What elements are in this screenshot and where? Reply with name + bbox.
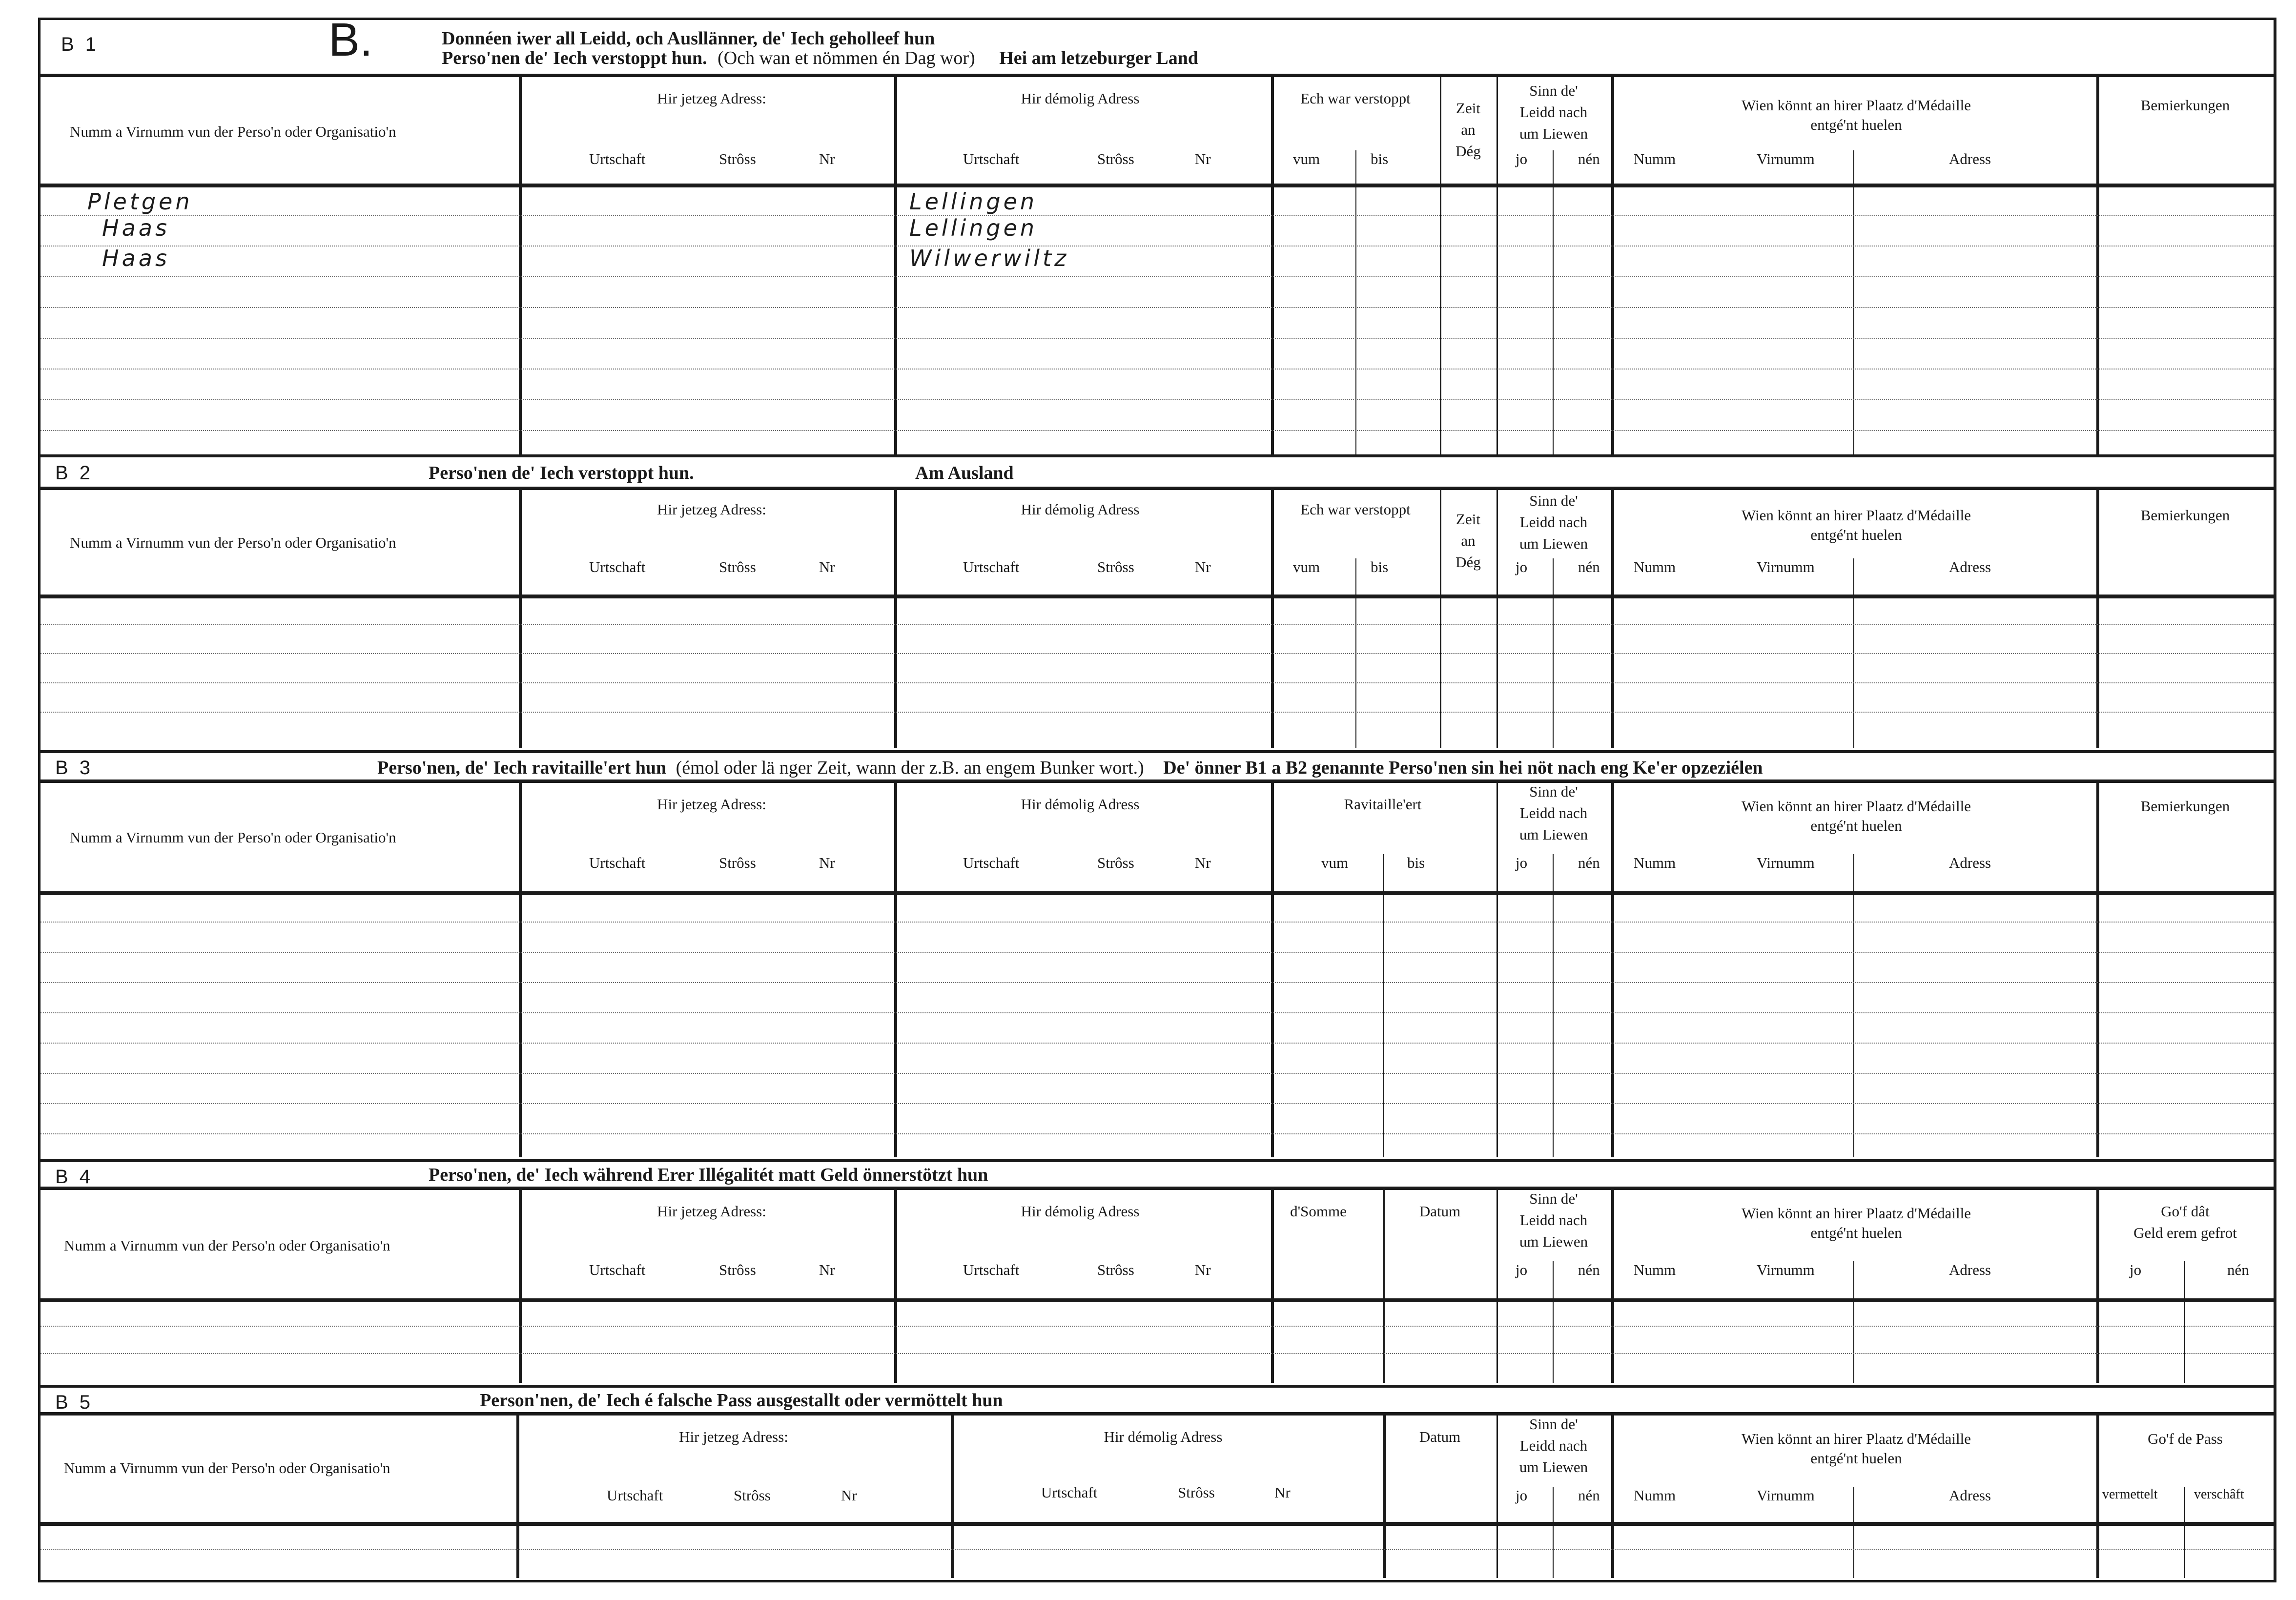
b4-former-place-header: Urtschaft bbox=[963, 1261, 1020, 1278]
b5-pass-issued-header: verschâft bbox=[2194, 1487, 2244, 1502]
b3-current-address-header: Hir jetzeg Adress: bbox=[657, 796, 766, 813]
section-b4-title: Perso'nen, de' Iech während Erer Illégalitét matt Geld önnerstötzt hun bbox=[429, 1165, 988, 1185]
b3-lives-no-header: nén bbox=[1578, 854, 1600, 871]
section-b4-header bbox=[41, 1190, 2274, 1302]
b1-former-address-header: Hir démolig Adress bbox=[1021, 90, 1140, 107]
b1-hidden-to-header: bis bbox=[1371, 150, 1389, 167]
b3-former-street-header: Strôss bbox=[1097, 854, 1134, 871]
section-b3-code: B 3 bbox=[55, 757, 94, 779]
section-b1-title-place: Hei am letzeburger Land bbox=[999, 48, 1198, 68]
b4-date-header: Datum bbox=[1419, 1203, 1461, 1220]
b1-firstname-header: Virnumm bbox=[1757, 150, 1815, 167]
b3-medal-header-1: Wien könnt an hirer Plaatz d'Médaille bbox=[1741, 798, 1971, 815]
b2-hidden-from-header: vum bbox=[1293, 558, 1320, 575]
b5-former-street-header: Strôss bbox=[1178, 1484, 1215, 1501]
section-b2-body bbox=[41, 595, 2274, 748]
section-b3-title-bar bbox=[41, 753, 2274, 783]
section-b1-title-hidden: Perso'nen de' Iech verstoppt hun. bbox=[442, 48, 707, 68]
b4-medal-header-2: entgé'nt huelen bbox=[1810, 1224, 1902, 1241]
b1-surname-header: Numm bbox=[1634, 150, 1676, 167]
b4-current-address-header: Hir jetzeg Adress: bbox=[657, 1203, 766, 1220]
b1-remarks-header: Bemierkungen bbox=[2140, 97, 2230, 114]
b2-name-header: Numm a Virnumm vun der Perso'n oder Organisatio'n bbox=[70, 534, 396, 551]
section-b1-title-line1: Donnéen iwer all Leidd, och Ausllänner, de' Iech geholleef hun bbox=[442, 28, 935, 49]
b1-lives-header-1: Sinn de' bbox=[1529, 82, 1578, 99]
b1-address-header: Adress bbox=[1949, 150, 1991, 167]
b3-name-header: Numm a Virnumm vun der Perso'n oder Organisatio'n bbox=[70, 829, 396, 846]
b3-lives-header-1: Sinn de' bbox=[1529, 783, 1578, 800]
b1-medal-header-2: entgé'nt huelen bbox=[1810, 116, 1902, 133]
section-b5 bbox=[41, 1388, 2274, 1580]
b4-money-yes-header: jo bbox=[2130, 1261, 2142, 1278]
b4-lives-header-2: Leidd nach bbox=[1519, 1211, 1588, 1229]
b5-date-header: Datum bbox=[1419, 1428, 1461, 1445]
b1-entry-2-name: Haas bbox=[102, 215, 170, 241]
b3-former-address-header: Hir démolig Adress bbox=[1021, 796, 1140, 813]
b5-lives-header-2: Leidd nach bbox=[1519, 1437, 1588, 1454]
b5-current-nr-header: Nr bbox=[841, 1487, 857, 1504]
b1-hidden-from-header: vum bbox=[1293, 150, 1320, 167]
b2-lives-yes-header: jo bbox=[1516, 558, 1528, 575]
b4-current-place-header: Urtschaft bbox=[589, 1261, 646, 1278]
section-b5-code: B 5 bbox=[55, 1392, 94, 1413]
b2-lives-header-3: um Liewen bbox=[1519, 535, 1588, 552]
b5-former-nr-header: Nr bbox=[1274, 1484, 1291, 1501]
b5-current-address-header: Hir jetzeg Adress: bbox=[679, 1428, 788, 1445]
b4-lives-no-header: nén bbox=[1578, 1261, 1600, 1278]
b2-former-place-header: Urtschaft bbox=[963, 558, 1020, 575]
b5-pass-arranged-header: vermettelt bbox=[2102, 1487, 2158, 1502]
b4-lives-yes-header: jo bbox=[1516, 1261, 1528, 1278]
b3-former-place-header: Urtschaft bbox=[963, 854, 1020, 871]
b4-money-header-2: Geld erem gefrot bbox=[2133, 1224, 2237, 1241]
section-b3-header bbox=[41, 783, 2274, 895]
b5-firstname-header: Virnumm bbox=[1757, 1487, 1815, 1504]
section-b2 bbox=[41, 457, 2274, 750]
b2-current-street-header: Strôss bbox=[719, 558, 756, 575]
b1-former-street-header: Strôss bbox=[1097, 150, 1134, 167]
b3-current-place-header: Urtschaft bbox=[589, 854, 646, 871]
section-b5-body bbox=[41, 1522, 2274, 1578]
b5-medal-header-1: Wien könnt an hirer Plaatz d'Médaille bbox=[1741, 1430, 1971, 1447]
b1-current-place-header: Urtschaft bbox=[589, 150, 646, 167]
form-sheet bbox=[38, 14, 2276, 1582]
b4-firstname-header: Virnumm bbox=[1757, 1261, 1815, 1278]
b1-lives-header-3: um Liewen bbox=[1519, 125, 1588, 142]
section-b1-title-bar bbox=[41, 14, 2274, 77]
b4-lives-header-1: Sinn de' bbox=[1529, 1190, 1578, 1207]
section-b3-body bbox=[41, 891, 2274, 1157]
b1-entry-1-former-place: Lellingen bbox=[909, 188, 1038, 215]
b3-lives-yes-header: jo bbox=[1516, 854, 1528, 871]
b2-current-nr-header: Nr bbox=[819, 558, 835, 575]
b1-days-header-1: Zeit bbox=[1456, 100, 1480, 117]
section-b2-title-abroad: Am Ausland bbox=[915, 463, 1014, 483]
b4-money-no-header: nén bbox=[2227, 1261, 2249, 1278]
section-b3 bbox=[41, 753, 2274, 1159]
b3-lives-header-2: Leidd nach bbox=[1519, 804, 1588, 821]
b1-lives-yes-header: jo bbox=[1516, 150, 1528, 167]
b2-current-address-header: Hir jetzeg Adress: bbox=[657, 501, 766, 518]
b1-current-street-header: Strôss bbox=[719, 150, 756, 167]
section-b2-title-hidden: Perso'nen de' Iech verstoppt hun. bbox=[429, 463, 694, 483]
section-b3-title bbox=[377, 757, 1763, 779]
b3-supplied-to-header: bis bbox=[1407, 854, 1425, 871]
b1-entry-3-former-place: Wilwerwiltz bbox=[909, 245, 1069, 271]
b4-former-street-header: Strôss bbox=[1097, 1261, 1134, 1278]
section-b1-title-line2 bbox=[442, 47, 1198, 69]
b3-address-header: Adress bbox=[1949, 854, 1991, 871]
b1-former-nr-header: Nr bbox=[1195, 150, 1211, 167]
section-b1-code: B 1 bbox=[61, 34, 100, 55]
b3-firstname-header: Virnumm bbox=[1757, 854, 1815, 871]
b5-current-street-header: Strôss bbox=[734, 1487, 771, 1504]
section-b1-title-note: (Och wan et nömmen én Dag wor) bbox=[718, 48, 975, 68]
b2-hidden-header: Ech war verstoppt bbox=[1300, 501, 1411, 518]
b2-medal-header-1: Wien könnt an hirer Plaatz d'Médaille bbox=[1741, 507, 1971, 524]
section-b1-body bbox=[41, 184, 2274, 454]
b3-supplied-from-header: vum bbox=[1321, 854, 1349, 871]
section-b-letter: B. bbox=[328, 14, 373, 66]
b2-former-street-header: Strôss bbox=[1097, 558, 1134, 575]
b4-sum-header: d'Somme bbox=[1290, 1203, 1347, 1220]
b2-days-header-2: an bbox=[1461, 532, 1476, 549]
b2-firstname-header: Virnumm bbox=[1757, 558, 1815, 575]
b1-entry-2-former-place: Lellingen bbox=[909, 215, 1038, 241]
b2-address-header: Adress bbox=[1949, 558, 1991, 575]
b5-name-header: Numm a Virnumm vun der Perso'n oder Organisatio'n bbox=[64, 1459, 390, 1477]
b5-former-address-header: Hir démolig Adress bbox=[1104, 1428, 1223, 1445]
b5-surname-header: Numm bbox=[1634, 1487, 1676, 1504]
section-b3-title-note: (émol oder lä nger Zeit, wann der z.B. an engem Bunker wort.) bbox=[676, 758, 1144, 778]
section-b5-title-bar bbox=[41, 1388, 2274, 1415]
section-b3-title-exclusion: De' önner B1 a B2 genannte Perso'nen sin hei nöt nach eng Ke'er opzeziélen bbox=[1163, 758, 1763, 778]
b2-surname-header: Numm bbox=[1634, 558, 1676, 575]
b4-medal-header-1: Wien könnt an hirer Plaatz d'Médaille bbox=[1741, 1205, 1971, 1222]
b5-current-place-header: Urtschaft bbox=[607, 1487, 663, 1504]
section-b4-title-bar bbox=[41, 1162, 2274, 1190]
b2-days-header-1: Zeit bbox=[1456, 511, 1480, 528]
b2-hidden-to-header: bis bbox=[1371, 558, 1389, 575]
section-b1-header bbox=[41, 77, 2274, 187]
b5-address-header: Adress bbox=[1949, 1487, 1991, 1504]
section-b2-header bbox=[41, 490, 2274, 598]
b5-lives-header-3: um Liewen bbox=[1519, 1458, 1588, 1476]
b4-current-street-header: Strôss bbox=[719, 1261, 756, 1278]
b1-former-place-header: Urtschaft bbox=[963, 150, 1020, 167]
b1-days-header-3: Dég bbox=[1456, 143, 1481, 160]
b3-surname-header: Numm bbox=[1634, 854, 1676, 871]
b4-surname-header: Numm bbox=[1634, 1261, 1676, 1278]
b1-current-address-header: Hir jetzeg Adress: bbox=[657, 90, 766, 107]
b1-hidden-header: Ech war verstoppt bbox=[1300, 90, 1411, 107]
section-b4-code: B 4 bbox=[55, 1166, 94, 1188]
b3-lives-header-3: um Liewen bbox=[1519, 826, 1588, 843]
b5-former-place-header: Urtschaft bbox=[1041, 1484, 1098, 1501]
b1-entry-1-name: Pletgen bbox=[87, 188, 193, 215]
b1-days-header-2: an bbox=[1461, 121, 1476, 138]
b4-name-header: Numm a Virnumm vun der Perso'n oder Organisatio'n bbox=[64, 1237, 390, 1254]
b5-pass-header: Go'f de Pass bbox=[2148, 1430, 2223, 1447]
b2-current-place-header: Urtschaft bbox=[589, 558, 646, 575]
section-b3-title-supplied: Perso'nen, de' Iech ravitaille'ert hun bbox=[377, 758, 667, 778]
b4-lives-header-3: um Liewen bbox=[1519, 1233, 1588, 1250]
b1-lives-header-2: Leidd nach bbox=[1519, 103, 1588, 121]
section-b2-code: B 2 bbox=[55, 462, 94, 484]
section-b2-title-bar bbox=[41, 457, 2274, 490]
b5-lives-no-header: nén bbox=[1578, 1487, 1600, 1504]
b1-medal-header-1: Wien könnt an hirer Plaatz d'Médaille bbox=[1741, 97, 1971, 114]
b3-medal-header-2: entgé'nt huelen bbox=[1810, 817, 1902, 834]
section-b1 bbox=[41, 14, 2274, 454]
b5-medal-header-2: entgé'nt huelen bbox=[1810, 1450, 1902, 1467]
b3-remarks-header: Bemierkungen bbox=[2140, 798, 2230, 815]
b5-lives-header-1: Sinn de' bbox=[1529, 1415, 1578, 1433]
section-b5-title: Person'nen, de' Iech é falsche Pass ausgestallt oder vermöttelt hun bbox=[480, 1390, 1003, 1411]
b2-lives-header-2: Leidd nach bbox=[1519, 513, 1588, 531]
b3-supplied-header: Ravitaille'ert bbox=[1344, 796, 1422, 813]
b3-current-nr-header: Nr bbox=[819, 854, 835, 871]
b1-name-header: Numm a Virnumm vun der Perso'n oder Organisatio'n bbox=[70, 123, 396, 140]
b4-money-header-1: Go'f dât bbox=[2161, 1203, 2210, 1220]
b4-address-header: Adress bbox=[1949, 1261, 1991, 1278]
section-b4-body bbox=[41, 1298, 2274, 1383]
b2-lives-no-header: nén bbox=[1578, 558, 1600, 575]
b5-lives-yes-header: jo bbox=[1516, 1487, 1528, 1504]
b3-former-nr-header: Nr bbox=[1195, 854, 1211, 871]
b1-lives-no-header: nén bbox=[1578, 150, 1600, 167]
b4-former-address-header: Hir démolig Adress bbox=[1021, 1203, 1140, 1220]
b2-medal-header-2: entgé'nt huelen bbox=[1810, 526, 1902, 543]
b1-current-nr-header: Nr bbox=[819, 150, 835, 167]
b4-current-nr-header: Nr bbox=[819, 1261, 835, 1278]
b3-current-street-header: Strôss bbox=[719, 854, 756, 871]
b2-lives-header-1: Sinn de' bbox=[1529, 492, 1578, 509]
section-b5-header bbox=[41, 1415, 2274, 1526]
b2-former-address-header: Hir démolig Adress bbox=[1021, 501, 1140, 518]
b4-former-nr-header: Nr bbox=[1195, 1261, 1211, 1278]
section-b4 bbox=[41, 1162, 2274, 1385]
b2-former-nr-header: Nr bbox=[1195, 558, 1211, 575]
b1-entry-3-name: Haas bbox=[102, 245, 170, 271]
b2-remarks-header: Bemierkungen bbox=[2140, 507, 2230, 524]
b2-days-header-3: Dég bbox=[1456, 554, 1481, 571]
